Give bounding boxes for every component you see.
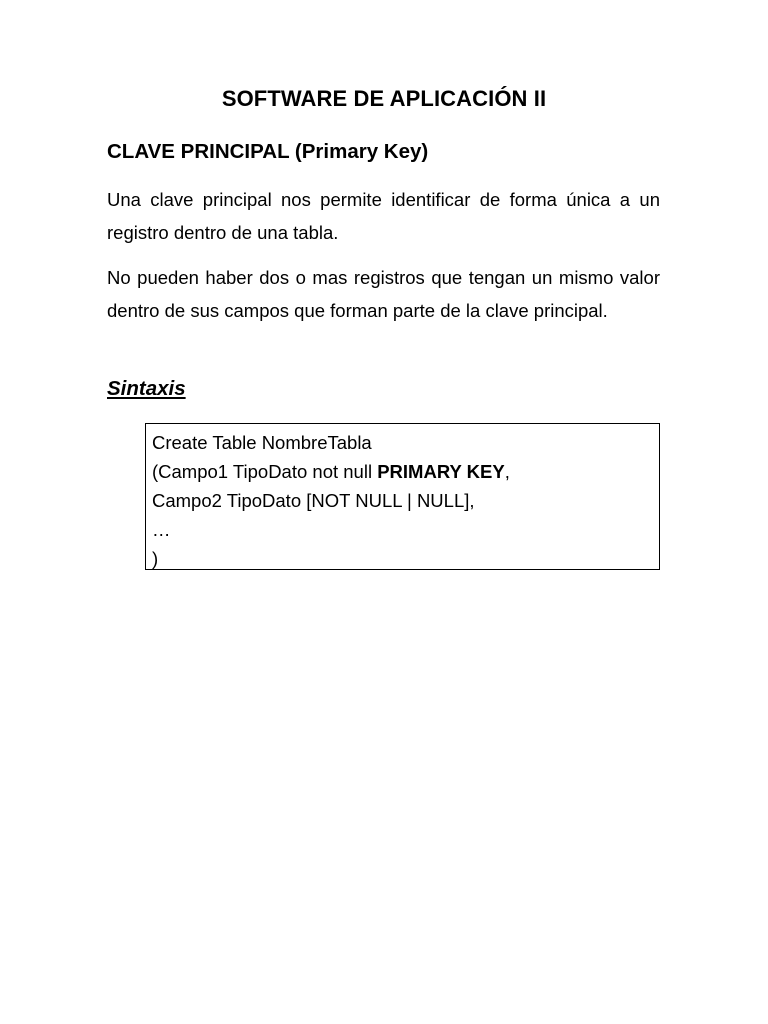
code-line-3: Campo2 TipoDato [NOT NULL | NULL],	[152, 490, 475, 511]
code-line-1: Create Table NombreTabla	[152, 432, 372, 453]
syntax-heading: Sintaxis	[107, 377, 186, 400]
primary-key-keyword: PRIMARY KEY	[377, 461, 505, 482]
document-title: SOFTWARE DE APLICACIÓN II	[221, 86, 547, 111]
code-line-2	[152, 457, 659, 486]
paragraph-definition: Una clave principal nos permite identificar de forma única a un registro dentro de una tabla.	[107, 189, 660, 243]
syntax-code-box	[145, 423, 660, 570]
code-line-2-prefix: (Campo1 TipoDato not null	[152, 461, 378, 482]
code-line-5: )	[152, 548, 159, 569]
paragraph-uniqueness: No pueden haber dos o mas registros que tengan un mismo valor dentro de sus campos que forman parte de la clave principal.	[107, 267, 660, 321]
section-heading: CLAVE PRINCIPAL (Primary Key)	[107, 140, 429, 163]
code-line-2-suffix: ,	[504, 461, 510, 482]
code-line-4: …	[152, 519, 171, 540]
